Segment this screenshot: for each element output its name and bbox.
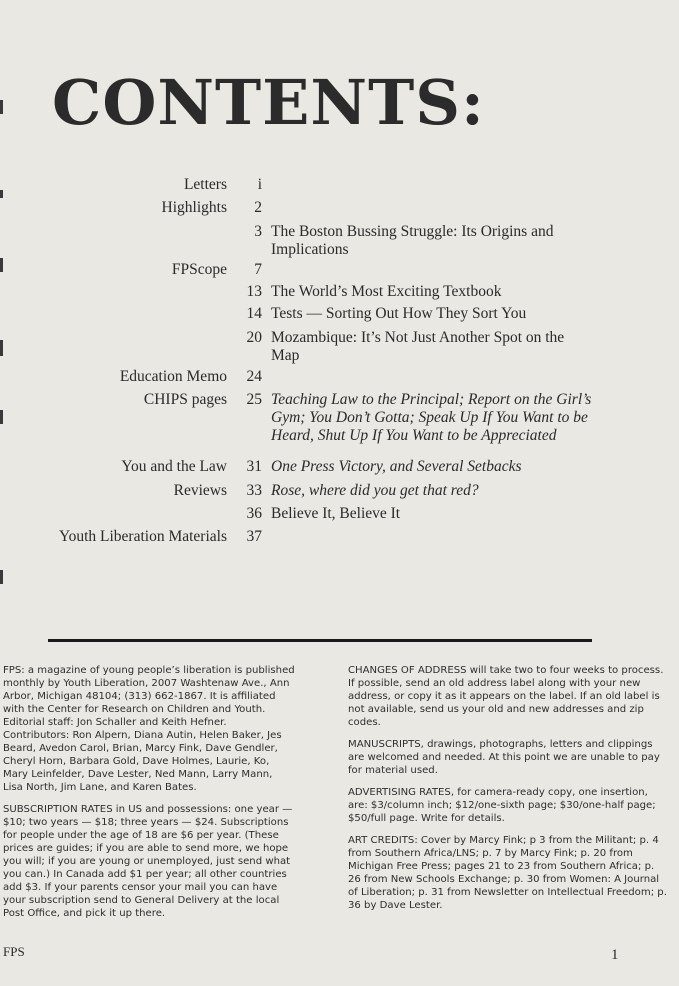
scan-edge-mark bbox=[0, 190, 3, 198]
toc-section: You and the Law bbox=[121, 458, 227, 475]
toc-page: 14 bbox=[246, 305, 262, 322]
page-number: 1 bbox=[611, 947, 619, 963]
footer-magazine-name: FPS bbox=[3, 944, 25, 959]
toc-section: Education Memo bbox=[119, 368, 227, 385]
colophon-right-column bbox=[348, 664, 670, 921]
toc-article: The Boston Bussing Struggle: Its Origins and Implications bbox=[271, 223, 554, 258]
colophon-left-column bbox=[3, 664, 295, 929]
toc-page: 2 bbox=[254, 199, 262, 216]
toc-page: 24 bbox=[246, 368, 262, 385]
toc-section: FPScope bbox=[171, 261, 227, 278]
toc-page: 33 bbox=[246, 482, 262, 499]
manuscripts-note: MANUSCRIPTS, drawings, photographs, letters and clippings are welcomed and needed. At this point we are unable to pay for material used. bbox=[348, 739, 660, 776]
toc-page: 31 bbox=[246, 458, 262, 475]
toc-article: Tests — Sorting Out How They Sort You bbox=[271, 305, 527, 322]
toc-article: Rose, where did you get that red? bbox=[271, 482, 479, 499]
page-title: CONTENTS: bbox=[52, 66, 485, 139]
toc-section: CHIPS pages bbox=[143, 391, 227, 408]
scan-edge-mark bbox=[0, 570, 3, 584]
toc-page: 25 bbox=[246, 391, 262, 408]
toc-page: i bbox=[257, 176, 262, 193]
scan-edge-mark bbox=[0, 258, 3, 272]
divider-rule bbox=[48, 639, 592, 642]
scan-edge-mark bbox=[0, 340, 3, 356]
toc-section: Reviews bbox=[173, 482, 227, 499]
toc-page: 7 bbox=[254, 261, 262, 278]
toc-page: 13 bbox=[246, 283, 262, 300]
publisher-info: FPS: a magazine of young people’s liberation is published monthly by Youth Liberation, 2007 Washtenaw Ave., Ann Arbor, Michigan 48104; (313) 662-1867. It is affiliated with the Center for Research on Children and Youth. Editorial staff: Jon Schaller and Keith Hefner. Contributors: Ron Alpern, Diana Autin, Helen Baker, Jes Beard, Avedon Carol, Brian, Marcy Fink, Dave Gendler, Cheryl Horn, Barbara Gold, Dave Holmes, Laurie, Ko, Mary Leinfelder, Dave Lester, Ned Mann, Larry Mann, Lisa North, Jim Lane, and Karen Bates. bbox=[3, 665, 295, 793]
change-of-address: CHANGES OF ADDRESS will take two to four weeks to process. If possible, send an old address label along with your new address, or copy it as it appears on the label. If an old label is not available, send us your old and new addresses and zip codes. bbox=[348, 665, 664, 728]
toc-article: The World’s Most Exciting Textbook bbox=[271, 283, 502, 300]
toc-section: Letters bbox=[183, 176, 227, 193]
toc-page: 37 bbox=[246, 528, 262, 545]
scan-edge-mark bbox=[0, 410, 3, 424]
scan-edge-mark bbox=[0, 100, 3, 114]
toc-section: Highlights bbox=[161, 199, 227, 216]
subscription-rates: SUBSCRIPTION RATES in US and possessions: one year — $10; two years — $18; three years — $24. Subscriptions for people under the age of 18 are $6 per year. (These prices are guides; if you are able to send more, we hope you will; if you are young or unemployed, just send what you can.) In Canada add $1 per year; all other countries add $3. If your parents censor your mail you can have your subscription send to General Delivery at the local Post Office, and pick it up there. bbox=[3, 804, 293, 919]
toc-section: Youth Liberation Materials bbox=[58, 528, 227, 545]
toc-article: Mozambique: It’s Not Just Another Spot on the Map bbox=[271, 329, 565, 364]
advertising-rates: ADVERTISING RATES, for camera-ready copy, one insertion, are: $3/column inch; $12/one-sixth page; $30/one-half page; $50/full page. Write for details. bbox=[348, 787, 656, 824]
toc-article: One Press Victory, and Several Setbacks bbox=[271, 458, 522, 475]
art-credits: ART CREDITS: Cover by Marcy Fink; p 3 from the Militant; p. 4 from Southern Africa/LNS; p. 7 by Marcy Fink; p. 20 from Michigan Free Press; pages 21 to 23 from Southern Africa; p. 26 from New Schools Exchange; p. 30 from Women: A Journal of Liberation; p. 31 from Newsletter on Intellectual Freedom; p. 36 by Dave Lester. bbox=[348, 835, 667, 911]
toc-article: Believe It, Believe It bbox=[271, 505, 401, 522]
toc-page: 20 bbox=[246, 329, 262, 346]
toc-page: 3 bbox=[254, 223, 262, 240]
toc-page: 36 bbox=[246, 505, 262, 522]
toc-article: Teaching Law to the Principal; Report on the Girl’s Gym; You Don’t Gotta; Speak Up If You Want to be Heard, Shut Up If You Want to be Appreciated bbox=[271, 391, 592, 444]
